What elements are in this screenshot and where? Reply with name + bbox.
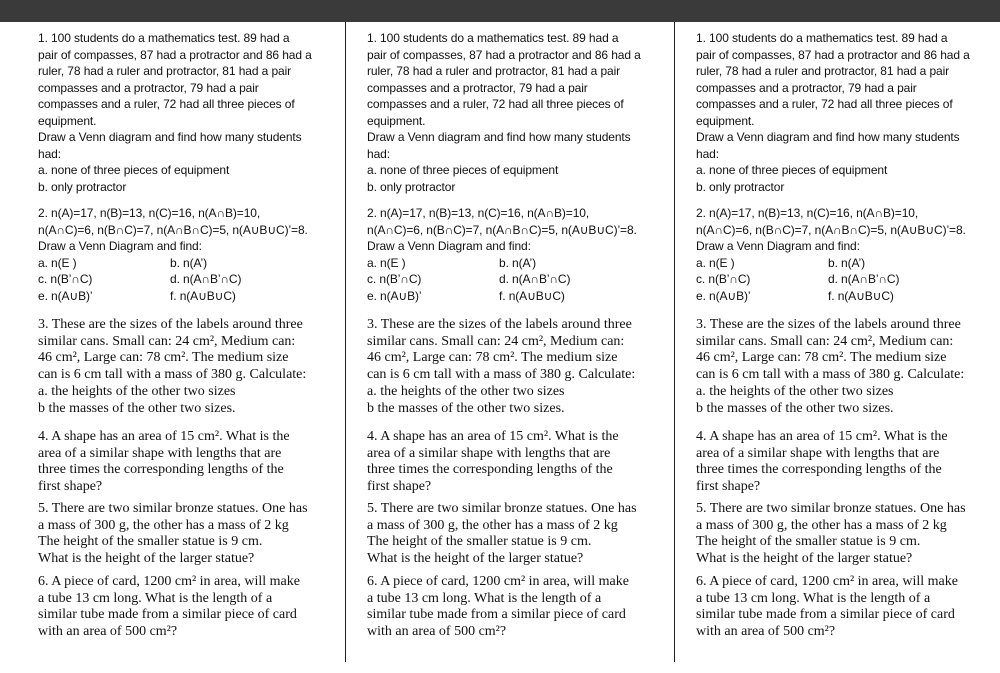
q6-line: similar tube made from a similar piece of card [38,607,297,623]
q5-line: 5. There are two similar bronze statues. One has [696,501,966,516]
q2-line: 2. n(A)=17, n(B)=13, n(C)=16, n(A∩B)=10, [696,206,919,220]
q2-part: d. n(A∩B’∩C) [170,272,242,286]
q2-part: e. n(A∪B)’ [367,288,422,303]
q5-line: a mass of 300 g, the other has a mass of 2 kg [367,517,618,533]
q4-line: three times the corresponding lengths of the [38,462,284,478]
question-3 [367,317,667,429]
q1-line: had: [696,146,719,161]
q5-line: What is the height of the larger statue? [696,551,913,567]
q4-line: first shape? [367,479,432,495]
q5-line: a mass of 300 g, the other has a mass of 2 kg [696,517,947,533]
column-divider-1 [345,22,346,662]
q2-line: n(A∩C)=6, n(B∩C)=7, n(A∩B∩C)=5, n(A∪B∪C)’=8. [367,222,637,237]
q1-line: 1. 100 students do a mathematics test. 89 had a [38,31,290,45]
q2-line: Draw a Venn Diagram and find: [367,239,531,253]
q5-line: The height of the smaller statue is 9 cm. [696,534,921,550]
question-4 [696,429,996,501]
q1-line: compasses and a protractor, 79 had a pair [38,80,259,95]
q4-line: area of a similar shape with lengths that are [38,445,282,461]
q5-line: 5. There are two similar bronze statues. One has [367,501,637,516]
q3-line: a. the heights of the other two sizes [696,383,894,399]
q2-line: 2. n(A)=17, n(B)=13, n(C)=16, n(A∩B)=10, [38,206,261,220]
q4-line: area of a similar shape with lengths that are [696,445,940,461]
q3-line: can is 6 cm tall with a mass of 380 g. Calculate: [38,367,307,383]
q2-part: a. n(E ) [367,255,406,270]
q3-line: b the masses of the other two sizes. [367,400,565,416]
q3-line: 46 cm², Large can: 78 cm². The medium size [38,350,289,366]
question-5 [696,501,996,574]
q3-line: can is 6 cm tall with a mass of 380 g. Calculate: [696,367,965,383]
q6-line: a tube 13 cm long. What is the length of a [38,590,273,606]
q1-line: had: [38,146,61,161]
q1-line: b. only protractor [696,179,785,194]
q1-line: Draw a Venn diagram and find how many students [38,130,302,144]
q6-line: 6. A piece of card, 1200 cm² in area, will make [696,574,958,589]
q3-line: a. the heights of the other two sizes [367,383,565,399]
top-bar [0,0,1000,22]
q6-line: 6. A piece of card, 1200 cm² in area, will make [367,574,629,589]
q2-part: c. n(B’∩C) [38,272,93,286]
q3-line: 46 cm², Large can: 78 cm². The medium size [696,350,947,366]
q6-line: with an area of 500 cm²? [38,624,178,640]
q5-line: What is the height of the larger statue? [38,551,255,567]
q1-line: 1. 100 students do a mathematics test. 89 had a [367,31,619,45]
q2-parts [696,255,996,305]
column-divider-2 [674,22,675,662]
question-6 [38,574,338,641]
q2-part: f. n(A∪B∪C) [828,288,894,303]
q2-line: 2. n(A)=17, n(B)=13, n(C)=16, n(A∩B)=10, [367,206,590,220]
q3-line: b the masses of the other two sizes. [696,400,894,416]
q1-line: compasses and a ruler, 72 had all three pieces of [696,97,953,111]
q1-line: pair of compasses, 87 had a protractor and 86 had a [367,47,641,62]
q5-line: The height of the smaller statue is 9 cm. [367,534,592,550]
q1-line: ruler, 78 had a ruler and protractor, 81 had a pair [696,64,950,78]
q6-line: a tube 13 cm long. What is the length of a [367,590,602,606]
question-3 [38,317,338,429]
q2-line: Draw a Venn Diagram and find: [38,239,202,253]
q2-parts [367,255,667,305]
q2-part: e. n(A∪B)’ [696,288,751,303]
q2-line: n(A∩C)=6, n(B∩C)=7, n(A∩B∩C)=5, n(A∪B∪C)’=8. [38,222,308,237]
question-1 [38,30,338,205]
q1-line: pair of compasses, 87 had a protractor and 86 had a [696,47,970,62]
q1-line: equipment. [696,113,755,128]
q1-line: had: [367,146,390,161]
q5-line: a mass of 300 g, the other has a mass of 2 kg [38,517,289,533]
question-2 [367,205,667,317]
q3-line: 46 cm², Large can: 78 cm². The medium size [367,350,618,366]
q2-part: f. n(A∪B∪C) [170,288,236,303]
q3-line: 3. These are the sizes of the labels around three [367,317,632,332]
q2-part: f. n(A∪B∪C) [499,288,565,303]
q1-line: equipment. [367,113,426,128]
q2-part: a. n(E ) [696,255,735,270]
q1-line: compasses and a ruler, 72 had all three pieces of [367,97,624,111]
q6-line: 6. A piece of card, 1200 cm² in area, will make [38,574,300,589]
q1-line: compasses and a ruler, 72 had all three pieces of [38,97,295,111]
q1-line: ruler, 78 had a ruler and protractor, 81 had a pair [367,64,621,78]
q3-line: similar cans. Small can: 24 cm², Medium can: [38,333,296,349]
question-6 [696,574,996,641]
q1-line: compasses and a protractor, 79 had a pair [367,80,588,95]
question-2 [38,205,338,317]
q1-line: pair of compasses, 87 had a protractor and 86 had a [38,47,312,62]
q1-line: b. only protractor [367,179,456,194]
q5-line: The height of the smaller statue is 9 cm. [38,534,263,550]
q2-part: a. n(E ) [38,255,77,270]
worksheet-column-2 [367,30,667,641]
q6-line: a tube 13 cm long. What is the length of a [696,590,931,606]
q2-part: d. n(A∩B’∩C) [499,272,571,286]
q2-line: Draw a Venn Diagram and find: [696,239,860,253]
q1-line: a. none of three pieces of equipment [696,163,888,177]
question-1 [367,30,667,205]
q3-line: similar cans. Small can: 24 cm², Medium can: [696,333,954,349]
worksheet-column-3 [696,30,996,641]
q1-line: Draw a Venn diagram and find how many students [367,130,631,144]
q1-line: ruler, 78 had a ruler and protractor, 81 had a pair [38,64,292,78]
q5-line: 5. There are two similar bronze statues. One has [38,501,308,516]
q4-line: 4. A shape has an area of 15 cm². What is the [696,429,948,444]
q4-line: 4. A shape has an area of 15 cm². What is the [38,429,290,444]
q6-line: with an area of 500 cm²? [367,624,507,640]
q6-line: similar tube made from a similar piece of card [367,607,626,623]
question-2 [696,205,996,317]
q2-line: n(A∩C)=6, n(B∩C)=7, n(A∩B∩C)=5, n(A∪B∪C)’=8. [696,222,966,237]
q4-line: first shape? [696,479,761,495]
q5-line: What is the height of the larger statue? [367,551,584,567]
q1-line: a. none of three pieces of equipment [367,163,559,177]
q2-part: c. n(B’∩C) [367,272,422,286]
q2-part: b. n(A’) [828,255,865,270]
question-5 [38,501,338,574]
q3-line: can is 6 cm tall with a mass of 380 g. Calculate: [367,367,636,383]
q6-line: with an area of 500 cm²? [696,624,836,640]
q1-line: a. none of three pieces of equipment [38,163,230,177]
question-6 [367,574,667,641]
q1-line: 1. 100 students do a mathematics test. 89 had a [696,31,948,45]
q2-part: e. n(A∪B)’ [38,288,93,303]
worksheet-column-1 [38,30,338,641]
q1-line: Draw a Venn diagram and find how many students [696,130,960,144]
q4-line: 4. A shape has an area of 15 cm². What is the [367,429,619,444]
q4-line: first shape? [38,479,103,495]
q1-line: equipment. [38,113,97,128]
q2-part: b. n(A’) [499,255,536,270]
q4-line: three times the corresponding lengths of the [696,462,942,478]
q2-part: c. n(B’∩C) [696,272,751,286]
q4-line: three times the corresponding lengths of the [367,462,613,478]
q2-parts [38,255,338,305]
q3-line: a. the heights of the other two sizes [38,383,236,399]
q1-line: compasses and a protractor, 79 had a pair [696,80,917,95]
q3-line: similar cans. Small can: 24 cm², Medium can: [367,333,625,349]
question-4 [367,429,667,501]
question-5 [367,501,667,574]
q3-line: b the masses of the other two sizes. [38,400,236,416]
q3-line: 3. These are the sizes of the labels around three [696,317,961,332]
q3-line: 3. These are the sizes of the labels around three [38,317,303,332]
question-3 [696,317,996,429]
question-1 [696,30,996,205]
q2-part: b. n(A’) [170,255,207,270]
q2-part: d. n(A∩B’∩C) [828,272,900,286]
question-4 [38,429,338,501]
q4-line: area of a similar shape with lengths that are [367,445,611,461]
q6-line: similar tube made from a similar piece of card [696,607,955,623]
q1-line: b. only protractor [38,179,127,194]
